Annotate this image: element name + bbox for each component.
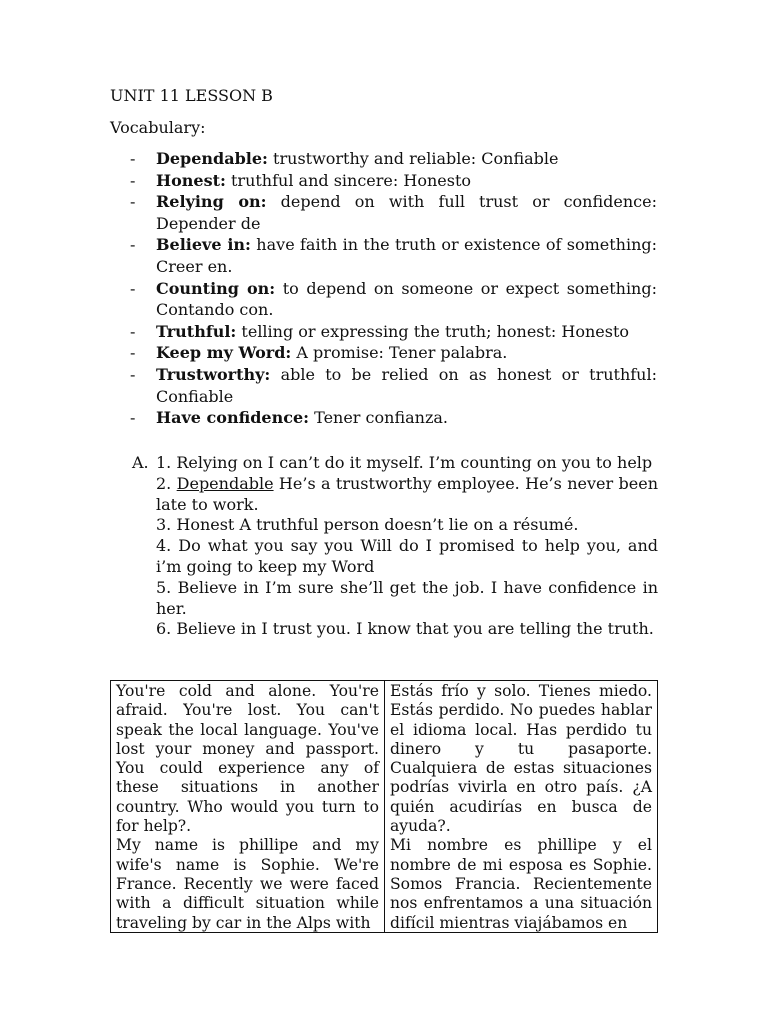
item-sentence: A truthful person doesn’t lie on a résumé.	[234, 515, 579, 535]
exercise-a	[132, 453, 658, 640]
vocabulary-definition: have faith in the truth or existence of something: Creer en.	[156, 235, 658, 276]
spanish-paragraph: Estás frío y solo. Tienes miedo. Estás perdido. No puedes hablar el idioma local. Has perdido tu dinero y tu pasaporte. Cualquiera de estas situaciones podrías vivirla en otro país. ¿A quién acudirías en busca de ayuda?.	[390, 682, 652, 836]
vocabulary-definition: truthful and sincere: Honesto	[225, 170, 471, 190]
vocabulary-list	[130, 148, 657, 429]
vocabulary-item	[130, 191, 657, 234]
item-number: 3.	[156, 515, 177, 535]
vocabulary-definition: able to be relied on as honest or truthful: Confiable	[156, 364, 657, 406]
vocabulary-definition: depend on with full trust or confidence: Depender de	[156, 192, 657, 233]
dash-bullet: -	[130, 408, 136, 428]
vocabulary-term: Truthful:	[156, 321, 237, 341]
translation-table	[110, 680, 658, 933]
exercise-marker: A.	[132, 453, 149, 472]
item-number: 2.	[156, 473, 177, 493]
exercise-item	[156, 619, 658, 640]
item-number: 6.	[156, 619, 177, 639]
vocabulary-definition: A promise: Tener palabra.	[291, 343, 508, 363]
item-number: 4.	[156, 536, 179, 556]
dash-bullet: -	[130, 192, 136, 212]
item-sentence: He’s a trustworthy employee. He’s never been late to work.	[156, 473, 658, 514]
item-sentence: I’m sure she’ll get the job. I have confidence in her.	[156, 577, 659, 618]
dash-bullet: -	[130, 170, 136, 190]
item-answer: Do what you say you Will do	[178, 536, 419, 556]
item-number: 1.	[156, 453, 177, 472]
vocabulary-definition: telling or expressing the truth; honest: Honesto	[236, 321, 630, 341]
vocabulary-item	[130, 278, 657, 321]
vocabulary-item	[130, 321, 657, 343]
vocabulary-item	[130, 407, 657, 429]
item-number: 5.	[156, 577, 178, 597]
dash-bullet: -	[130, 278, 136, 298]
vocabulary-term: Keep my Word:	[156, 343, 292, 363]
dash-bullet: -	[130, 364, 136, 384]
vocabulary-term: Counting on:	[156, 278, 276, 298]
english-paragraph: My name is phillipe and my wife's name is Sophie. We're France. Recently we were faced with a difficult situation while traveling by car in the Alps with	[116, 836, 379, 932]
vocabulary-item	[130, 364, 657, 407]
vocabulary-term: Trustworthy:	[156, 364, 271, 384]
item-answer: Relying on	[176, 453, 263, 472]
dash-bullet: -	[130, 149, 136, 168]
exercise-item	[156, 578, 658, 620]
vocabulary-heading: Vocabulary:	[110, 118, 206, 137]
exercise-item	[156, 474, 658, 516]
unit-title: UNIT 11 LESSON B	[110, 86, 273, 105]
dash-bullet: -	[130, 321, 136, 341]
item-sentence: I promised to help you, and i’m going to keep my Word	[156, 536, 658, 576]
vocabulary-term: Honest:	[156, 170, 226, 190]
item-sentence: I trust you. I know that you are telling the truth.	[256, 619, 654, 639]
vocabulary-term: Relying on:	[156, 192, 267, 212]
vocabulary-term: Have confidence:	[156, 408, 310, 428]
exercise-item	[156, 453, 658, 474]
spanish-paragraph: Mi nombre es phillipe y el nombre de mi esposa es Sophie. Somos Francia. Recientemente nos enfrentamos a una situación difícil mientras viajábamos en	[390, 836, 652, 932]
item-answer: Believe in	[176, 619, 257, 639]
exercise-item	[156, 536, 658, 578]
vocabulary-definition: trustworthy and reliable: Confiable	[267, 149, 559, 168]
english-column	[111, 681, 385, 932]
vocabulary-term: Believe in:	[156, 235, 251, 255]
vocabulary-definition: Tener confianza.	[309, 408, 449, 428]
dash-bullet: -	[130, 343, 136, 363]
vocabulary-item	[130, 170, 657, 192]
vocabulary-term: Dependable:	[156, 149, 268, 168]
exercise-item	[156, 515, 658, 536]
spanish-column	[385, 681, 657, 932]
vocabulary-item	[130, 234, 657, 277]
vocabulary-definition: to depend on someone or expect something: Contando con.	[156, 278, 657, 320]
item-answer: Believe in	[177, 577, 259, 597]
item-answer: Honest	[176, 515, 235, 535]
dash-bullet: -	[130, 235, 136, 255]
vocabulary-item	[130, 148, 657, 170]
item-sentence: I can’t do it myself. I’m counting on you to help	[262, 453, 653, 472]
english-paragraph: You're cold and alone. You're afraid. You're lost. You can't speak the local language. You've lost your money and passport. You could experience any of these situations in another country. Who would you turn to for help?.	[116, 682, 379, 836]
exercise-items	[132, 453, 658, 640]
item-answer: Dependable	[176, 473, 274, 493]
vocabulary-item	[130, 342, 657, 364]
